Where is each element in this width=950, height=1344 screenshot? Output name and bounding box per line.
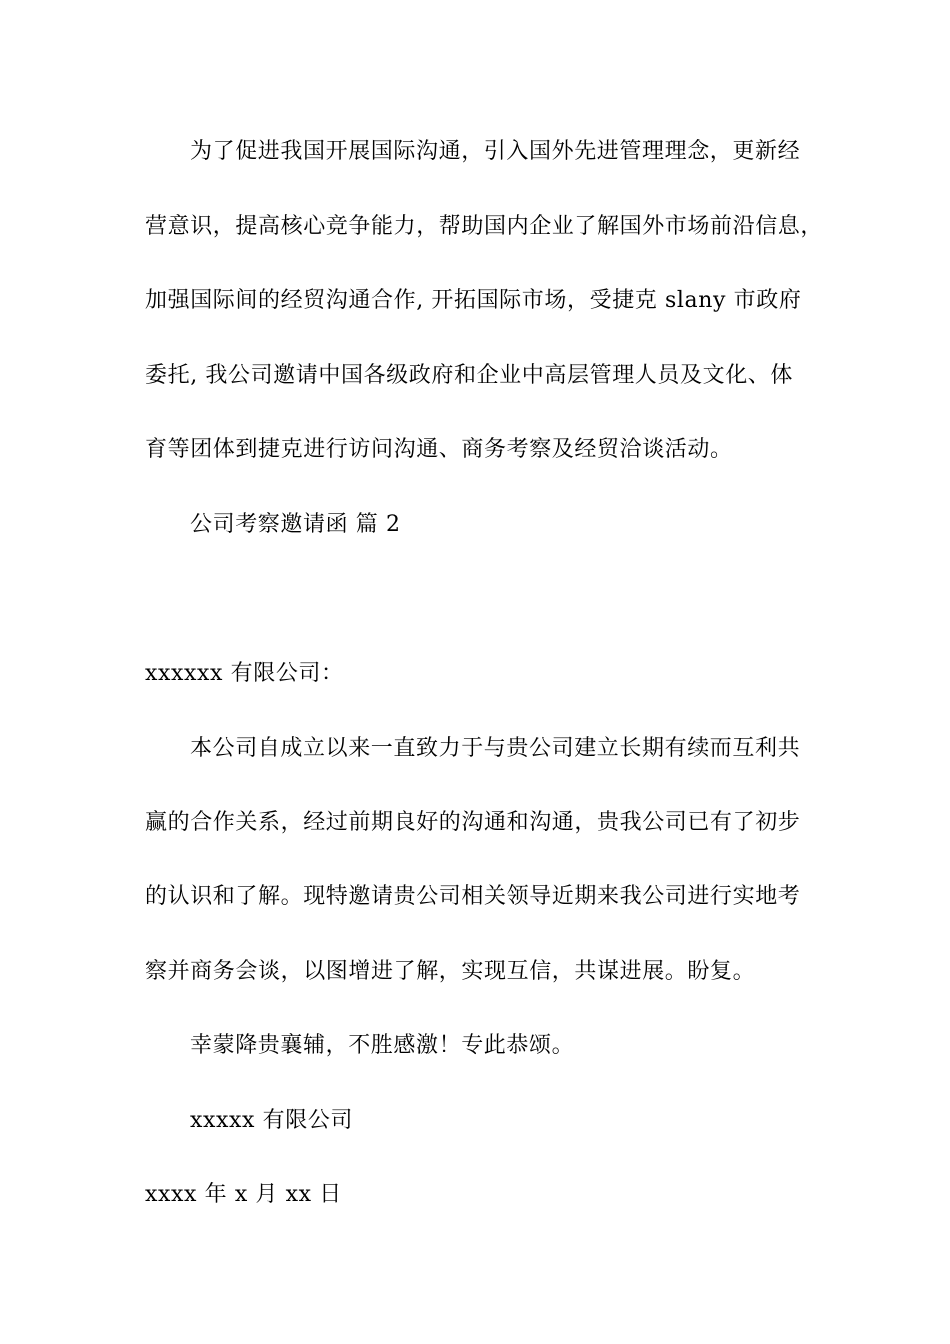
section-heading: 公司考察邀请函 篇 2 xyxy=(190,512,401,537)
paragraph1-line: 营意识，提高核心竞争能力，帮助国内企业了解国外市场前沿信息， xyxy=(145,214,824,239)
signature-company: xxxxx 有限公司 xyxy=(190,1108,354,1133)
paragraph1-line: 加强国际间的经贸沟通合作, 开拓国际市场，受捷克 slany 市政府 xyxy=(145,288,802,313)
date-line: xxxx 年 x 月 xx 日 xyxy=(145,1182,342,1207)
paragraph1-line: 为了促进我国开展国际沟通，引入国外先进管理理念，更新经 xyxy=(190,139,801,164)
paragraph1-line: 育等团体到捷克进行访问沟通、商务考察及经贸洽谈活动。 xyxy=(145,437,733,462)
closing-line: 幸蒙降贵襄辅，不胜感激！专此恭颂。 xyxy=(190,1033,575,1058)
paragraph2-line: 本公司自成立以来一直致力于与贵公司建立长期有续而互利共 xyxy=(190,736,801,761)
paragraph2-line: 的认识和了解。现特邀请贵公司相关领导近期来我公司进行实地考 xyxy=(145,884,801,909)
paragraph2-line: 察并商务会谈，以图增进了解，实现互信，共谋进展。盼复。 xyxy=(145,959,756,984)
paragraph1-line: 委托, 我公司邀请中国各级政府和企业中高层管理人员及文化、体 xyxy=(145,363,793,388)
paragraph2-line: 赢的合作关系，经过前期良好的沟通和沟通，贵我公司已有了初步 xyxy=(145,810,801,835)
salutation: xxxxxx 有限公司： xyxy=(145,661,344,686)
